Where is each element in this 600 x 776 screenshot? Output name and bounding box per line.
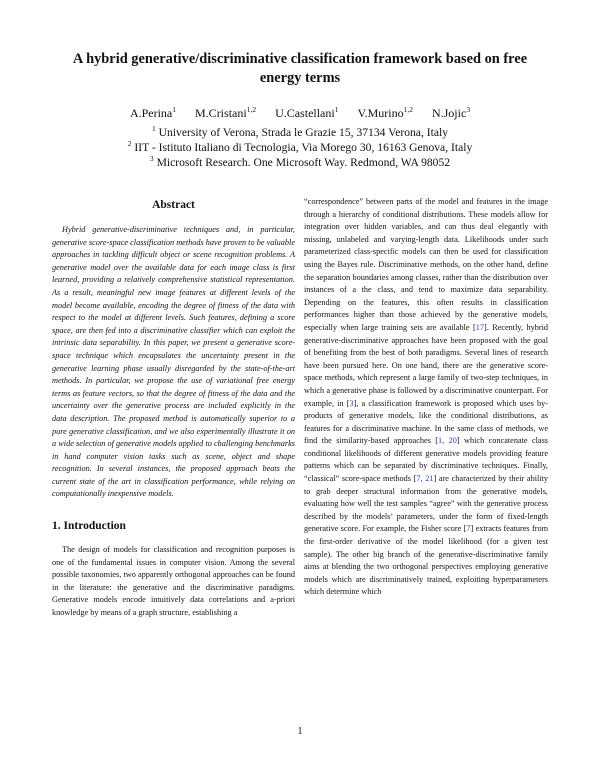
affiliation: $^1$ University of Verona, Strada le Grazie 15, 37134 Verona, Italy	[152, 124, 448, 139]
right-column	[304, 196, 548, 599]
citation-link[interactable]: 1, 20	[438, 436, 457, 446]
author: V.Murino$^{1,2}$	[357, 105, 413, 120]
author: A.Perina$^1$	[129, 105, 177, 120]
intro-paragraph: The design of models for classification and recognition purposes is one of the fundamental issues in computer vision. Among the several possible taxonomies, two apparently orthogonal approaches can be found in the literature: the generative and the discriminative paradigms. Generative models encode intuitively data correlations and a-priori knowledge by means of a graph structure, establishing a	[52, 545, 295, 618]
citation-link[interactable]: 7, 21	[416, 474, 434, 484]
author: U.Castellani$^1$	[275, 105, 339, 120]
affiliation: $^3$ Microsoft Research. One Microsoft Way. Redmond, WA 98052	[149, 154, 451, 169]
abstract-heading: Abstract	[152, 199, 195, 211]
citation-link[interactable]: 7	[466, 524, 471, 534]
author-list	[60, 106, 540, 120]
author: M.Cristani$^{1,2}$	[195, 105, 257, 120]
paper-title: A hybrid generative/discriminative classification framework based on free energy terms	[72, 51, 528, 86]
affiliation: $^2$ IIT - Istituto Italiano di Tecnologia, Via Morego 30, 16163 Genova, Italy	[127, 139, 473, 154]
page-number: 1	[297, 726, 303, 737]
intro-continued-paragraph: “correspondence” between parts of the model and features in the image through a hierarchy of conditional distributions. These models allow for integration over hidden variables, and can thus deal elegantly with missing, unlabeled and varying-length data. Likelihoods under such parameterized class-specific models can then be used for classification using the Bayes rule. Discriminative methods, on the other hand, define the separation boundaries among classes, rather than the distribution over instances of a the class, and tend to maximize data separability. Depending on the features, this often results in classification performances higher than those achieved by the generative models, especially when large training sets are available [17]. Recently, hybrid generative-discriminative approaches have been proposed with the goal of benefiting from the best of both paradigms. Several lines of research have been pursued here. On one hand, there are the generative score-space methods, which represent a large family of two-step techniques, in which a generative phase is followed by a discriminative counterpart. For example, in [3], a classification framework is proposed which uses by-products of generative models, like the conditional distributions, as features for a discriminative machine. In the same class of methods, we find the similarity-based approaches [1, 20] which concatenate class conditional likelihoods of different generative models providing feature patterns which can be separated by discriminative techniques. Finally, “classical” score-space methods [7, 21] are characterized by their ability to grab deeper structural information from the generative models, evaluating how well the test samples “agree” with the generative process described by the models’ parameters, under the form of fixed-length generative score. For example, the Fisher score [7] extracts features from the first-order derivative of the model likelihood (for a given test sample). The other big branch of the generative-discriminative family aims at blending the two orthogonal perspectives employing generative models which are discriminatively trained, exploiting hyperparameters which determine which	[304, 197, 549, 597]
citation-link[interactable]: 17	[475, 322, 484, 332]
author: N.Jojic$^3$	[431, 105, 471, 120]
citation-link[interactable]: 3	[349, 398, 354, 408]
abstract-text: Hybrid generative-discriminative techniques and, in particular, generative score-space classification methods have proven to be valuable approaches in tackling difficult object or scene recognition problems. A generative model over the available data for each image class is first learned, providing a relatively comprehensive statistical representation. As a result, meaningful new image features at different levels of the model become available, encoding the degree of fitness of the data with respect to the model at different levels. Such features, defining a score space, are then fed into a discriminative classifier which can exploit the intrinsic data separability. In this paper, we present a generative score-space technique which encapsulates the uncertainty present in the generative learning phase usually disregarded by the state-of-the-art methods. In particular, we propose the use of variational free energy terms as feature vectors, so that the degree of fitness of the data and the uncertainty over the generative process are included explicitly in the data description. The proposed method is automatically superior to a pure generative classification, and we also experimentally illustrate it on a wide selection of generative models applied to challenging benchmarks in hand computer vision tasks such as scene, object and shape recognition. In several instances, the proposed approach beats the current state of the art in classification performance, while relying on computationally inexpensive models.	[52, 225, 295, 499]
intro-heading: 1. Introduction	[52, 520, 126, 533]
left-column	[52, 198, 295, 620]
